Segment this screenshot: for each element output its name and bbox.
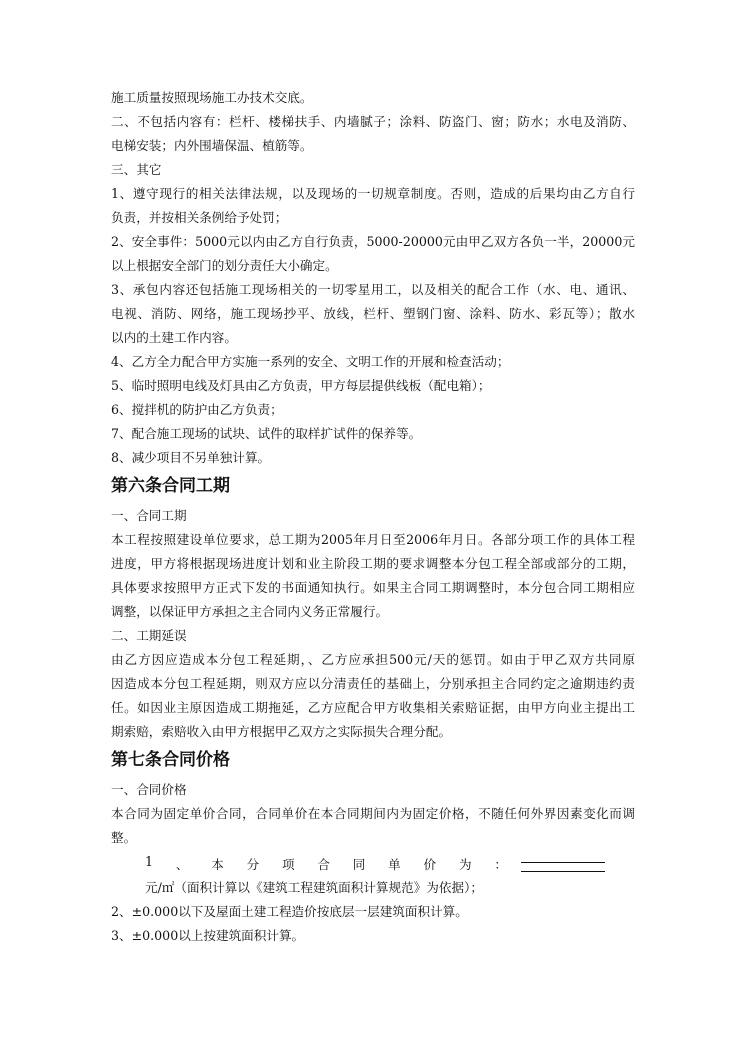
text-line: 本合同为固定单价合同，合同单价在本合同期间内为固定价格，不随任何外界因素变化而调 [111, 806, 635, 821]
paragraph-block-4 [111, 900, 635, 948]
text-line: 负责，并按相关条例给予处罚； [111, 210, 288, 225]
text-line: 具体要求按照甲方正式下发的书面通知执行。如果主合同工期调整时，本分包合同工期相应 [111, 580, 635, 595]
section-label: 三、其它 [111, 162, 162, 177]
text-line: 调整，以保证甲方承担之主合同内义务正常履行。 [111, 604, 389, 619]
label-char: 同 [352, 856, 366, 872]
unit-price-row [111, 850, 635, 876]
label-char: 、 [175, 856, 189, 872]
paragraph-block-3 [111, 778, 635, 850]
label-char: 1 [145, 853, 154, 869]
text-line: 2、±0.000以下及屋面土建工程造价按底层一层建筑面积计算。 [111, 904, 468, 919]
text-line: 6、搅拌机的防护由乙方负责； [111, 402, 283, 417]
paragraph-block-2 [111, 504, 635, 744]
label-char: 价 [423, 856, 437, 872]
text-line: 进度，甲方将根据现场进度计划和业主阶段工期的要求调整本分包工程全部或部分的工期， [111, 556, 635, 571]
label-char: 本 [211, 856, 224, 872]
text-line: 3、±0.000以上按建筑面积计算。 [111, 928, 305, 943]
text-line: 电视、消防、网络，施工现场抄平、放线，栏杆、塑钢门窗、涂料、防水、彩瓦等）；散水 [111, 306, 635, 321]
label-char: 为 [458, 856, 472, 872]
document-page [111, 86, 635, 948]
label-char: 分 [246, 856, 260, 872]
text-line: 整。 [111, 830, 137, 845]
text-line: 任。如因业主原因造成工期拖延，乙方应配合甲方收集相关索赔证据，由甲方向业主提出工 [111, 700, 635, 715]
text-line: 本工程按照建设单位要求，总工期为2005年月日至2006年月日。各部分项工作的具体工程 [111, 532, 635, 547]
text-line: 4、乙方全力配合甲方实施一系列的安全、文明工作的开展和检查活动； [111, 354, 510, 369]
label-char: ： [494, 856, 507, 872]
unit-price-blank [521, 862, 605, 872]
text-line: 7、配合施工现场的试块、试件的取样扩试件的保养等。 [111, 426, 422, 441]
text-line: 1、遵守现行的相关法律法规，以及现场的一切规章制度。否则，造成的后果均由乙方自行 [111, 186, 635, 201]
text-line: 以上根据安全部门的划分责任大小确定。 [111, 258, 338, 273]
unit-price-label [111, 854, 507, 873]
article-7-heading: 第七条合同价格 [111, 750, 230, 770]
text-line: 施工质量按照现场施工办技术交底。 [111, 90, 313, 105]
text-line: 因造成本分包工程延期，则双方应以分清责任的基础上，分别承担主合同约定之逾期违约责 [111, 676, 635, 691]
section-label: 一、合同工期 [111, 508, 187, 523]
section-label: 一、合同价格 [111, 782, 187, 797]
text-line: 以内的土建工作内容。 [111, 330, 237, 345]
label-char: 合 [317, 856, 330, 872]
text-line: 二、不包括内容有：栏杆、楼梯扶手、内墙腻子；涂料、防盗门、窗；防水；水电及消防、 [111, 114, 635, 129]
text-line: 5、临时照明电线及灯具由乙方负责，甲方每层提供线板（配电箱）； [111, 378, 491, 393]
text-line: 电梯安装；内外围墙保温、植筋等。 [111, 138, 313, 153]
text-line: 2、安全事件：5000元以内由乙方自行负责，5000-20000元由甲乙双方各负一半，20000元 [111, 234, 635, 249]
unit-price-note: 元/㎡（面积计算以《建筑工程建筑面积计算规范》为依据）； [145, 880, 483, 895]
label-char: 项 [281, 856, 295, 872]
text-line: 期索赔，索赔收入由甲方根据甲乙双方之实际损失合理分配。 [111, 724, 452, 739]
article-6-heading: 第六条合同工期 [111, 476, 230, 496]
text-line: 8、减少项目不另单独计算。 [111, 450, 271, 465]
text-line: 由乙方因应造成本分包工程延期，、乙方应承担500元/天的惩罚。如由于甲乙双方共同原 [111, 652, 635, 667]
section-label: 二、工期延误 [111, 628, 187, 643]
paragraph-block-1 [111, 86, 635, 470]
text-line: 3、承包内容还包括施工现场相关的一切零星用工，以及相关的配合工作（水、电、通讯、 [111, 282, 635, 297]
label-char: 单 [388, 856, 401, 872]
